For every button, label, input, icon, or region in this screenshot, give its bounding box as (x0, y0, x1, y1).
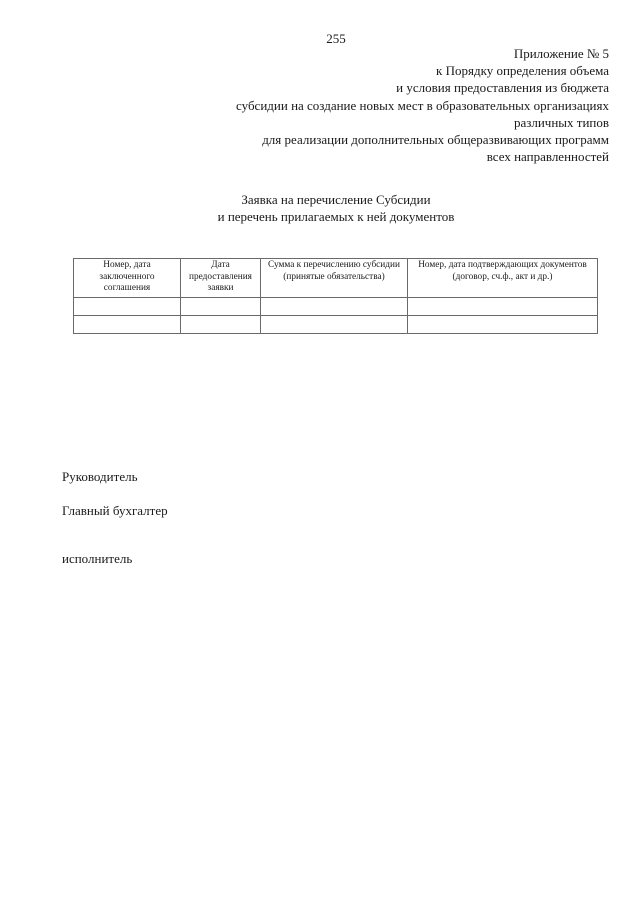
appendix-line: различных типов (513, 114, 609, 130)
table-cell[interactable] (408, 316, 598, 334)
appendix-line: всех направленностей (486, 149, 609, 165)
appendix-block (129, 45, 609, 165)
table-cell[interactable] (408, 298, 598, 316)
document-title (0, 192, 640, 225)
table-cell[interactable] (261, 316, 408, 334)
header-documents: Номер, дата подтверждающих документов (договор, сч.ф., акт и др.) (408, 259, 598, 298)
signature-head: Руководитель (62, 469, 138, 484)
signature-chief-accountant: Главный бухгалтер (62, 503, 168, 518)
title-line: и перечень прилагаемых к ней документов (217, 208, 455, 224)
appendix-line: Приложение № 5 (513, 46, 609, 61)
header-amount: Сумма к перечислению субсидии (принятые обязательства) (261, 259, 408, 298)
request-table (73, 258, 598, 334)
table-row (74, 298, 598, 316)
appendix-line: и условия предоставления из бюджета (396, 80, 609, 96)
appendix-line: для реализации дополнительных общеразвивающих программ (262, 132, 609, 148)
table-cell[interactable] (74, 298, 181, 316)
table-cell[interactable] (181, 316, 261, 334)
table-header-row (74, 259, 598, 298)
appendix-line: субсидии на создание новых мест в образовательных организациях (236, 97, 609, 113)
appendix-line: к Порядку определения объема (436, 63, 609, 79)
page-number: 255 (326, 31, 346, 46)
table-cell[interactable] (261, 298, 408, 316)
table-row (74, 316, 598, 334)
table-cell[interactable] (74, 316, 181, 334)
title-line: Заявка на перечисление Субсидии (241, 192, 431, 207)
table-cell[interactable] (181, 298, 261, 316)
signature-executor: исполнитель (62, 551, 133, 566)
header-request-date: Дата предоставления заявки (181, 259, 261, 298)
header-agreement: Номер, дата заключенного соглашения (74, 259, 181, 298)
